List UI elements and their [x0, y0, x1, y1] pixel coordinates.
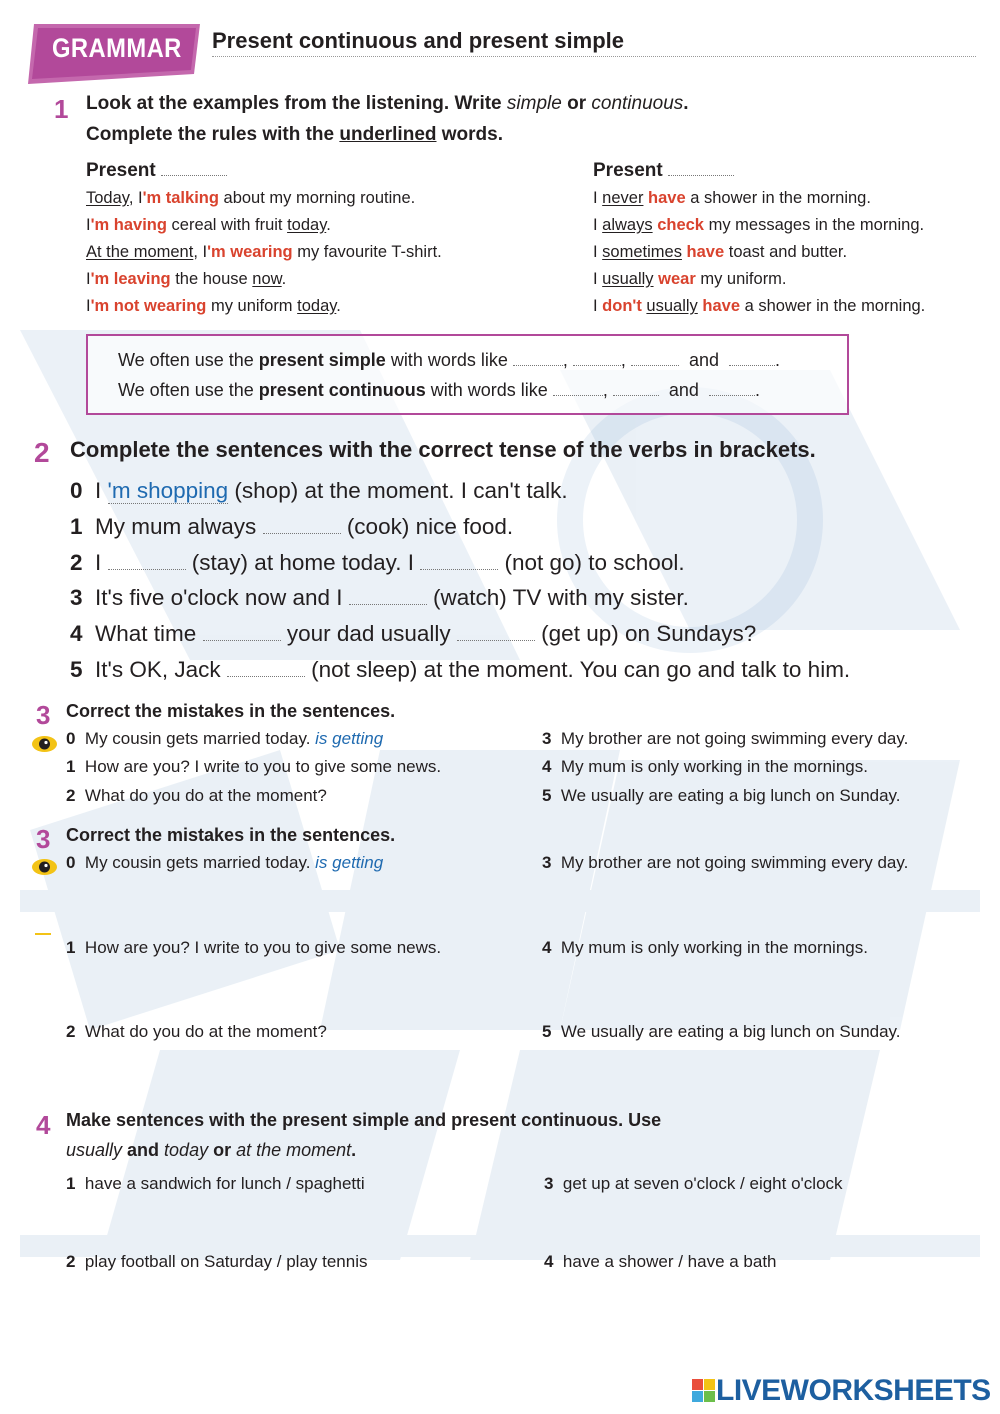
exercise-3a-item-3: 3 My brother are not going swimming every day.: [542, 729, 909, 748]
exercise-4-instruction: Make sentences with the present simple and present continuous. Use: [66, 1110, 662, 1130]
example-left-4: I'm leaving the house now.: [86, 270, 287, 288]
exercise-1-number: 1: [54, 94, 69, 124]
eye-icon: [31, 735, 58, 753]
rule-2-blank-1[interactable]: [553, 395, 603, 396]
blank-2-4a[interactable]: [203, 640, 281, 641]
exercise-3a-item-1: 1 How are you? I write to you to give some news.: [66, 757, 442, 776]
exercise-2-item-3: 3 It's five o'clock now and I (watch) TV with my sister.: [70, 585, 689, 610]
example-left-5: I'm not wearing my uniform today.: [86, 297, 341, 315]
example-left-3: At the moment, I'm wearing my favourite T-shirt.: [86, 243, 442, 261]
yellow-mark: [35, 933, 51, 935]
exercise-3b-item-5: 5 We usually are eating a big lunch on Sunday.: [542, 1022, 901, 1041]
blank-2-4b[interactable]: [457, 640, 535, 641]
present-simple-heading: Present: [593, 160, 734, 182]
exercise-2-number: 2: [34, 437, 50, 468]
watermark-graphic: [0, 330, 1000, 1310]
exercise-3a-item-4: 4 My mum is only working in the mornings.: [542, 757, 868, 776]
exercise-4-number: 4: [36, 1110, 51, 1140]
example-right-3: I sometimes have toast and butter.: [593, 243, 848, 261]
exercise-4-instruction-2: usually and today or at the moment.: [66, 1140, 357, 1160]
present-continuous-heading: Present: [86, 160, 227, 182]
example-left-1: Today, I'm talking about my morning routine.: [86, 189, 416, 207]
blank-2-2a[interactable]: [108, 569, 186, 570]
exercise-2-item-1: 1 My mum always (cook) nice food.: [70, 514, 514, 539]
exercise-4-item-4: 4 have a shower / have a bath: [544, 1252, 777, 1271]
exercise-2-item-5: 5 It's OK, Jack (not sleep) at the moment. You can go and talk to him.: [70, 657, 851, 682]
exercise-1-instruction: Look at the examples from the listening. Write simple or continuous.: [86, 93, 689, 114]
rule-2-blank-2[interactable]: [613, 395, 659, 396]
exercise-4-item-3: 3 get up at seven o'clock / eight o'clock: [544, 1174, 843, 1193]
exercise-4-item-2: 2 play football on Saturday / play tennis: [66, 1252, 368, 1271]
exercise-3b-number: 3: [36, 824, 51, 854]
grammar-badge-label: GRAMMAR: [52, 33, 182, 63]
example-left-2: I'm having cereal with fruit today.: [86, 216, 331, 234]
rule-1-blank-2[interactable]: [573, 365, 621, 366]
blank-2-5[interactable]: [227, 676, 305, 677]
answer-0[interactable]: 'm shopping: [107, 478, 229, 503]
rule-1-blank-3[interactable]: [631, 365, 679, 366]
exercise-3b-item-2: 2 What do you do at the moment?: [66, 1022, 327, 1041]
blank-2-3[interactable]: [349, 604, 427, 605]
rule-present-continuous: We often use the present continuous with words like , and .: [118, 380, 760, 400]
exercise-3a-item-2: 2 What do you do at the moment?: [66, 786, 327, 805]
heading-blank-right[interactable]: [668, 175, 734, 176]
exercise-3a-number: 3: [36, 700, 51, 730]
exercise-3a-item-0: 0 My cousin gets married today. is getting: [66, 729, 384, 748]
exercise-1-instruction-2: Complete the rules with the underlined words.: [86, 124, 504, 145]
exercise-3b-item-4: 4 My mum is only working in the mornings.: [542, 938, 868, 957]
rules-box: [86, 334, 849, 415]
exercise-3a-item-5: 5 We usually are eating a big lunch on Sunday.: [542, 786, 901, 805]
exercise-4-item-1: 1 have a sandwich for lunch / spaghetti: [66, 1174, 365, 1193]
example-right-4: I usually wear my uniform.: [593, 270, 787, 288]
exercise-3b-item-3: 3 My brother are not going swimming every day.: [542, 853, 909, 872]
blank-2-1[interactable]: [263, 533, 341, 534]
exercise-2-item-0: 0 I 'm shopping (shop) at the moment. I can't talk.: [70, 478, 568, 503]
exercise-3a-instruction: Correct the mistakes in the sentences.: [66, 701, 396, 721]
title-divider: [212, 56, 976, 57]
exercise-3b-instruction: Correct the mistakes in the sentences.: [66, 825, 396, 845]
rule-1-blank-4[interactable]: [729, 365, 775, 366]
rule-present-simple: We often use the present simple with words like , , and .: [118, 350, 781, 370]
exercise-3b-item-1: 1 How are you? I write to you to give some news.: [66, 938, 442, 957]
exercise-2-instruction: Complete the sentences with the correct tense of the verbs in brackets.: [70, 437, 816, 462]
exercise-2-item-4: 4 What time your dad usually (get up) on Sundays?: [70, 621, 757, 646]
liveworksheets-logo[interactable]: [692, 1374, 992, 1408]
logo-grid-icon: [692, 1379, 716, 1403]
exercise-3b-item-0: 0 My cousin gets married today. is getting: [66, 853, 384, 872]
eye-icon-2: [31, 858, 58, 876]
logo-text: LIVEWORKSHEETS: [716, 1374, 991, 1407]
rule-1-blank-1[interactable]: [513, 365, 563, 366]
heading-blank-left[interactable]: [161, 175, 227, 176]
exercise-2-item-2: 2 I (stay) at home today. I (not go) to school.: [70, 550, 685, 575]
example-right-2: I always check my messages in the morning.: [593, 216, 925, 234]
blank-2-2b[interactable]: [420, 569, 498, 570]
rule-2-blank-3[interactable]: [709, 395, 755, 396]
page-title: Present continuous and present simple: [212, 28, 624, 53]
example-right-1: I never have a shower in the morning.: [593, 189, 871, 207]
example-right-5: I don't usually have a shower in the morning.: [593, 297, 926, 315]
